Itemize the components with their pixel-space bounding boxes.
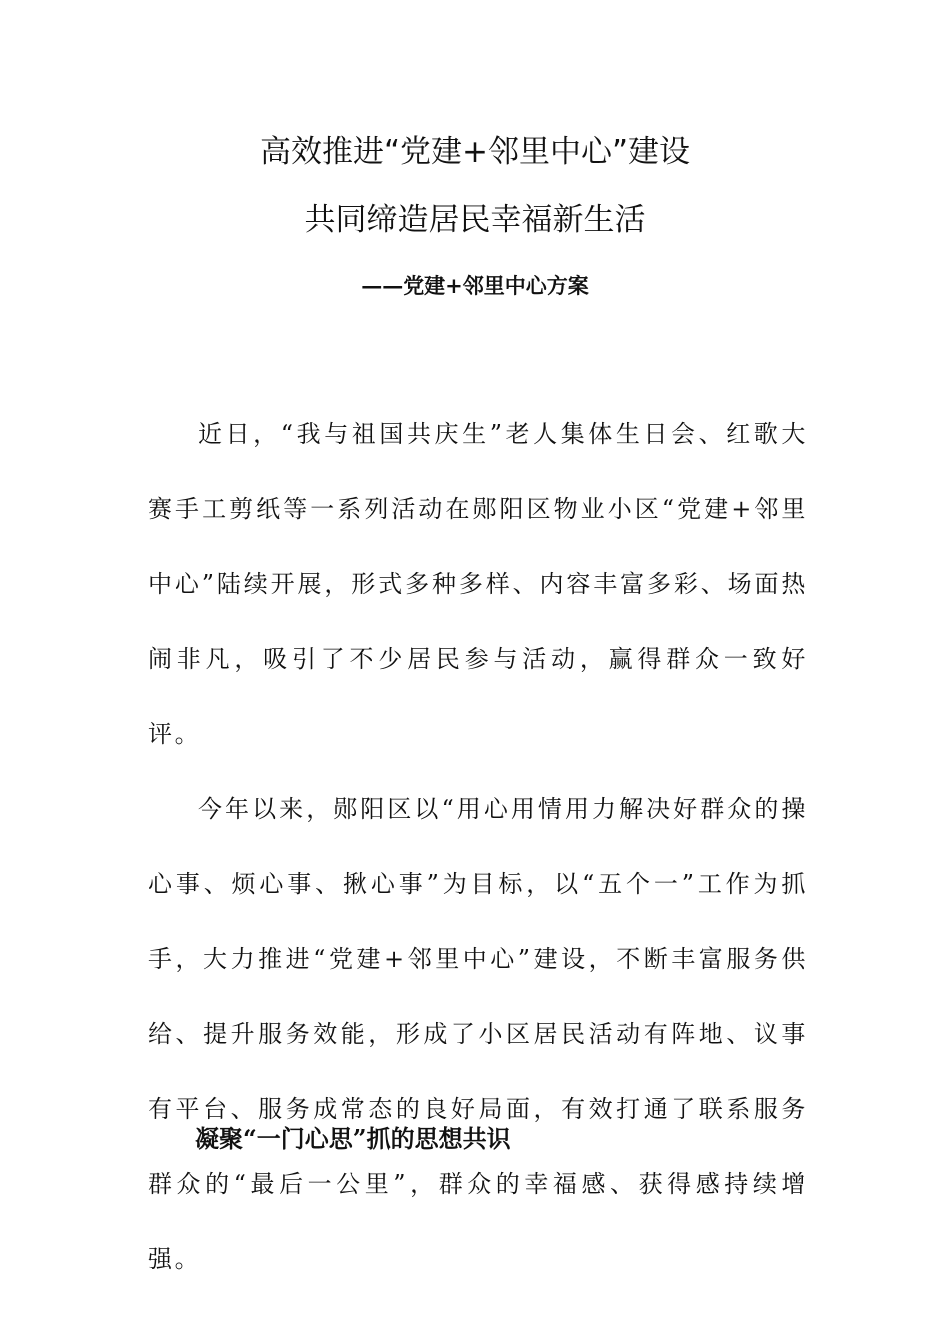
document-body — [148, 397, 808, 1297]
document-subtitle: ——党建+邻里中心方案 — [361, 273, 589, 298]
section-heading: 凝聚“一门心思”抓的思想共识 — [195, 1124, 511, 1153]
body-paragraph-1: 近日，“我与祖国共庆生”老人集体生日会、红歌大赛手工剪纸等一系列活动在郧阳区物业小区“党建+邻里中心”陆续开展，形式多种多样、内容丰富多彩、场面热闹非凡，吸引了不少居民参与活动，赢得群众一致好评。 — [148, 420, 808, 748]
document-title-line-1: 高效推进“党建+邻里中心”建设 — [259, 134, 691, 170]
body-paragraph-2: 今年以来，郧阳区以“用心用情用力解决好群众的操心事、烦心事、揪心事”为目标，以“五个一”工作为抓手，大力推进“党建+邻里中心”建设，不断丰富服务供给、提升服务效能，形成了小区居民活动有阵地、议事有平台、服务成常态的良好局面，有效打通了联系服务群众的“最后一公里”，群众的幸福感、获得感持续增强。 — [148, 795, 808, 1273]
document-title-line-2: 共同缔造居民幸福新生活 — [304, 202, 646, 238]
